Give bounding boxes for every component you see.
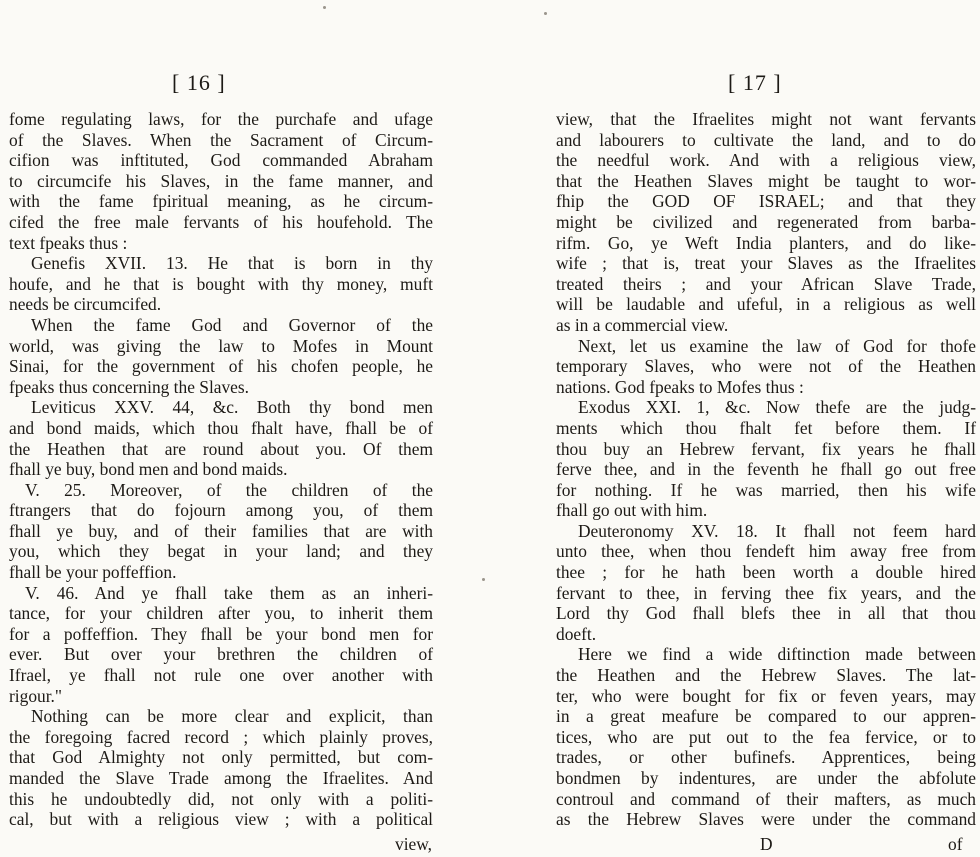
text-line: fervant to thee, in ferving thee fix years, and the bbox=[556, 582, 976, 603]
text-line: Nothing can be more clear and explicit, than bbox=[31, 706, 433, 727]
signature-mark: D bbox=[760, 834, 773, 854]
text-line: fhall go out with him. bbox=[556, 500, 708, 521]
text-line: of the Slaves. When the Sacrament of Circum- bbox=[9, 129, 433, 150]
text-line: cifed the free male fervants of his houfehold. The bbox=[9, 211, 433, 232]
text-line: Lord thy God fhall blefs thee in all that thou bbox=[556, 603, 976, 624]
text-line: ments which thou fhalt fet before them. If bbox=[556, 417, 976, 438]
text-line: fhall ye buy, and of their families that are with bbox=[9, 520, 433, 541]
text-line: this he undoubtedly did, not only with a politi- bbox=[9, 788, 433, 809]
text-line: Leviticus XXV. 44, &c. Both thy bond men bbox=[31, 397, 433, 418]
text-line: fhip the GOD OF ISRAEL; and that they bbox=[556, 191, 976, 212]
text-line: bondmen by indentures, are under the abfolute bbox=[556, 768, 976, 788]
text-line: that God Almighty not only permitted, but com- bbox=[9, 747, 433, 768]
text-line: fpeaks thus concerning the Slaves. bbox=[9, 376, 250, 397]
text-line: controul and command of their mafters, as much bbox=[556, 788, 976, 809]
right-page bbox=[490, 0, 980, 857]
text-line: houfe, and he that is bought with thy money, muft bbox=[9, 273, 433, 294]
text-line: and bond maids, which thou fhalt have, fhall be of bbox=[9, 417, 433, 438]
text-line: view, that the Ifraelites might not want fervants bbox=[556, 109, 976, 129]
text-line: When the fame God and Governor of the bbox=[31, 314, 433, 335]
text-line: Here we find a wide diftinction made between bbox=[578, 644, 976, 665]
text-line: Genefis XVII. 13. He that is born in thy bbox=[31, 253, 433, 274]
text-line: cifion was inftituted, God commanded Abraham bbox=[9, 150, 433, 171]
text-line: needs be circumcifed. bbox=[9, 294, 162, 315]
text-line: V. 46. And ye fhall take them as an inheri- bbox=[25, 582, 433, 603]
text-line: ftrangers that do fojourn among you, of them bbox=[9, 500, 433, 521]
text-line: fome regulating laws, for the purchafe and ufage bbox=[9, 109, 433, 129]
text-line: Next, let us examine the law of God for thofe bbox=[578, 335, 976, 356]
ink-speck bbox=[323, 6, 326, 9]
catchword: view, bbox=[395, 834, 433, 854]
text-line: the needful work. And with a religious view, bbox=[556, 150, 976, 171]
text-line: thee ; for he hath been worth a double hired bbox=[556, 562, 976, 583]
text-line: text fpeaks thus : bbox=[9, 232, 128, 253]
text-line: Sinai, for the government of his chofen people, he bbox=[9, 356, 433, 377]
page-number: [ 17 ] bbox=[728, 70, 782, 95]
ink-speck bbox=[482, 578, 485, 581]
text-line: cal, but with a religious view ; with a political bbox=[9, 809, 433, 830]
text-line: rifm. Go, ye Weft India planters, and do like- bbox=[556, 232, 976, 253]
text-line: as in a commercial view. bbox=[556, 314, 729, 335]
text-line: the foregoing facred record ; which plainly proves, bbox=[9, 726, 433, 747]
text-line: you, which they begat in your land; and they bbox=[9, 541, 433, 562]
text-line: and labourers to cultivate the land, and to do bbox=[556, 129, 976, 150]
text-line: Ifrael, ye fhall not rule one over another with bbox=[9, 665, 433, 686]
text-line: Deuteronomy XV. 18. It fhall not feem hard bbox=[578, 520, 976, 541]
text-line: for a poffeffion. They fhall be your bond men for bbox=[9, 623, 433, 644]
text-line: fhall ye buy, bond men and bond maids. bbox=[9, 459, 288, 480]
text-line: for nothing. If he was married, then his wife bbox=[556, 479, 976, 500]
text-line: wife ; that is, treat your Slaves as the Ifraelites bbox=[556, 253, 976, 274]
text-line: doeft. bbox=[556, 623, 597, 644]
text-line: as the Hebrew Slaves were under the command bbox=[556, 809, 976, 830]
text-line: the Heathen and the Hebrew Slaves. The lat- bbox=[556, 665, 976, 686]
text-line: Exodus XXI. 1, &c. Now thefe are the judg- bbox=[578, 397, 976, 418]
text-line: might be civilized and regenerated from barba- bbox=[556, 211, 976, 232]
text-line: manded the Slave Trade among the Ifraelites. And bbox=[9, 768, 433, 788]
text-line: rigour." bbox=[9, 685, 62, 706]
catchword: of bbox=[948, 834, 963, 854]
text-line: thou buy an Hebrew fervant, fix years he fhall bbox=[556, 438, 976, 459]
body-text bbox=[556, 109, 976, 830]
text-line: V. 25. Moreover, of the children of the bbox=[25, 479, 433, 500]
text-line: ferve thee, and in the feventh he fhall go out free bbox=[556, 459, 976, 480]
text-line: temporary Slaves, who were not of the Heathen bbox=[556, 356, 976, 377]
text-line: world, was giving the law to Mofes in Mount bbox=[9, 335, 433, 356]
text-line: nations. God fpeaks to Mofes thus : bbox=[556, 376, 804, 397]
text-line: trades, or other bufinefs. Apprentices, being bbox=[556, 747, 976, 768]
text-line: in a great meafure be compared to our appren- bbox=[556, 706, 976, 727]
body-text bbox=[9, 109, 433, 830]
text-line: tance, for your children after you, to inherit them bbox=[9, 603, 433, 624]
text-line: with the fame fpiritual meaning, as he circum- bbox=[9, 191, 433, 212]
text-line: will be laudable and ufeful, in a religious as well bbox=[556, 294, 976, 315]
text-line: treated theirs ; and your African Slave Trade, bbox=[556, 273, 976, 294]
text-line: to circumcife his Slaves, in the fame manner, and bbox=[9, 170, 433, 191]
text-line: fhall be your poffeffion. bbox=[9, 562, 177, 583]
text-line: the Heathen that are round about you. Of them bbox=[9, 438, 433, 459]
text-line: ter, who were bought for fix or feven years, may bbox=[556, 685, 976, 706]
text-line: tices, who are put out to the fea fervice, or to bbox=[556, 726, 976, 747]
ink-speck bbox=[544, 12, 547, 15]
text-line: ever. But over your brethren the children of bbox=[9, 644, 433, 665]
text-line: unto thee, when thou fendeft him away free from bbox=[556, 541, 976, 562]
page-number: [ 16 ] bbox=[172, 70, 226, 95]
text-line: that the Heathen Slaves might be taught to wor- bbox=[556, 170, 976, 191]
